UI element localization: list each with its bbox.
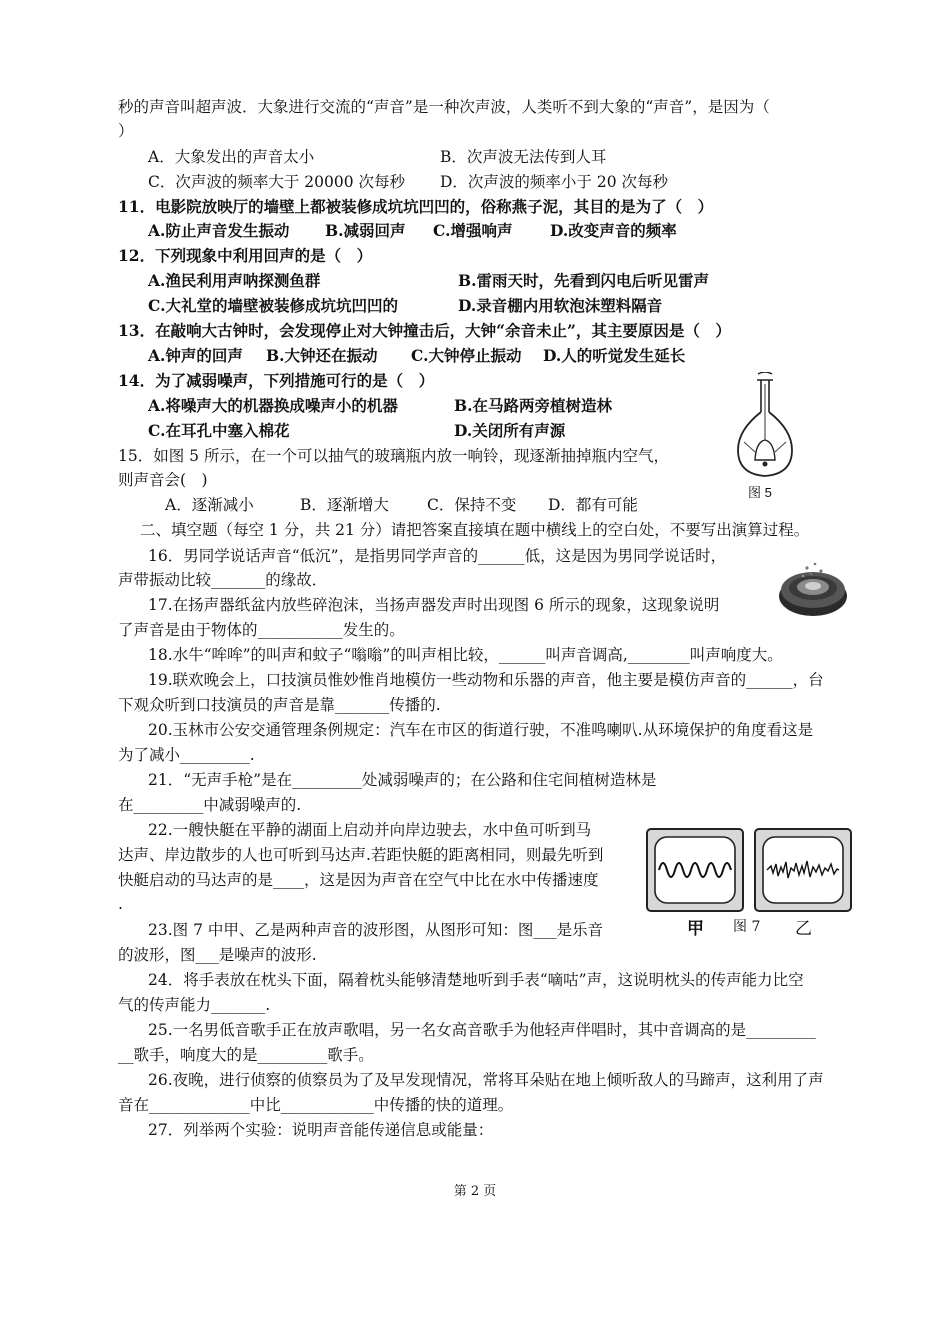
question: 27．列举两个实验：说明声音能传递信息或能量： [148,1121,494,1139]
figure-7-right-label: 乙 [795,919,812,938]
option: D.录音棚内用软泡沫塑料隔音 [458,296,663,315]
text-line: . [118,895,123,913]
option: D．都有可能 [548,496,638,514]
figure-6-speaker [777,558,849,620]
option: A．逐渐减小 [165,496,254,514]
figure-7-waveforms [645,826,855,936]
text-line: 气的传声能力_______. [118,996,271,1014]
figure-7-left-label: 甲 [687,919,704,938]
option: D.改变声音的频率 [550,221,677,240]
text-line: 音在_____________中比____________中传播的快的道理。 [118,1096,514,1114]
option: C．次声波的频率大于 20000 次每秒 [148,173,406,191]
text-line: 的波形，图___是噪声的波形. [118,946,317,964]
section-heading: 二、填空题（每空 1 分，共 21 分）请把答案直接填在题中横线上的空白处，不要写出演算过程。 [140,521,810,539]
option: B.减弱回声 [325,221,406,240]
question: 11．电影院放映厅的墙壁上都被装修成坑坑凹凹的，俗称燕子泥，其目的是为了（ ） [118,197,714,216]
text-line: __歌手，响度大的是_________歌手。 [118,1046,374,1064]
question: 13．在敲响大古钟时，会发现停止对大钟撞击后，大钟“余音未止”，其主要原因是（ ） [118,321,731,340]
waveform-screens-icon [645,826,855,916]
page-number: 第 2 页 [453,1184,497,1199]
question: 20.玉林市公安交通管理条例规定：汽车在市区的街道行驶，不准鸣喇叭.从环境保护的角度看这是 [148,721,814,739]
option: D．次声波的频率小于 20 次每秒 [440,173,669,191]
question: 12．下列现象中利用回声的是（ ） [118,246,373,265]
text-line: 则声音会( ) [118,471,208,489]
question: 23.图 7 中甲、乙是两种声音的波形图，从图形可知：图___是乐音 [148,921,604,939]
option: A.防止声音发生振动 [148,221,290,240]
question: 15．如图 5 所示，在一个可以抽气的玻璃瓶内放一响铃，现逐渐抽掉瓶内空气， [118,447,669,465]
text-line: 在_________中减弱噪声的. [118,796,302,814]
text-line: 秒的声音叫超声波．大象进行交流的“声音”是一种次声波，人类听不到大象的“声音”，是因为（ [118,98,770,116]
text-line: 声带振动比较_______的缘故． [118,571,328,589]
option: D.人的听觉发生延长 [543,346,686,365]
figure-5-caption: 图 5 [748,485,772,500]
question: 18.水牛“哞哞”的叫声和蚊子“嗡嗡”的叫声相比较，______叫声音调高,________叫声响度大。 [148,646,783,664]
option: A.将噪声大的机器换成噪声小的机器 [148,396,398,415]
text-line: 为了减小_________. [118,746,255,764]
option: C．保持不变 [427,496,517,514]
question: 24．将手表放在枕头下面，隔着枕头能够清楚地听到手表“嘀咕”声，这说明枕头的传声能力比空 [148,971,804,989]
option: A．大象发出的声音太小 [148,148,315,166]
option: C.在耳孔中塞入棉花 [148,421,290,440]
option: B.在马路两旁植树造林 [454,396,612,415]
option: C.大礼堂的墙壁被装修成坑坑凹凹的 [148,296,398,315]
question: 17.在扬声器纸盆内放些碎泡沫，当扬声器发声时出现图 6 所示的现象，这现象说明 [148,596,720,614]
option: B.雷雨天时，先看到闪电后听见雷声 [458,271,709,290]
loudspeaker-icon [777,558,849,620]
option: A.钟声的回声 [148,346,243,365]
option: B．次声波无法传到人耳 [440,148,607,166]
option: B．逐渐增大 [300,496,389,514]
option: D.关闭所有声源 [454,421,566,440]
text-line: 下观众听到口技演员的声音是靠_______传播的. [118,696,441,714]
question: 21．“无声手枪”是在_________处减弱噪声的；在公路和住宅间植树造林是 [148,771,657,789]
text-line: 达声、岸边散步的人也可听到马达声.若距快艇的距离相同，则最先听到 [118,846,604,864]
question: 19.联欢晚会上，口技演员惟妙惟肖地模仿一些动物和乐器的声音，他主要是模仿声音的______，台 [148,671,824,689]
text-line: 了声音是由于物体的___________发生的。 [118,621,405,639]
question: 14．为了减弱噪声，下列措施可行的是（ ） [118,371,435,390]
text-line: 快艇启动的马达声的是____，这是因为声音在空气中比在水中传播速度 [118,871,599,889]
option: A.渔民利用声呐探测鱼群 [148,271,321,290]
figure-7-caption: 图 7 [733,919,761,935]
text-line: ） [118,122,134,140]
option: C.大钟停止振动 [411,346,522,365]
question: 22.一艘快艇在平静的湖面上启动并向岸边驶去，水中鱼可听到马 [148,821,592,839]
option: B.大钟还在振动 [266,346,378,365]
question: 26.夜晚，进行侦察的侦察员为了及早发现情况，常将耳朵贴在地上倾听敌人的马蹄声，这利用了声 [148,1071,824,1089]
option: C.增强响声 [433,221,513,240]
question: 25.一名男低音歌手正在放声歌唱，另一名女高音歌手为他轻声伴唱时，其中音调高的是_________ [148,1021,816,1039]
figure-5-flask [730,372,800,502]
question: 16．男同学说话声音“低沉”，是指男同学声音的______低，这是因为男同学说话时， [148,547,727,565]
